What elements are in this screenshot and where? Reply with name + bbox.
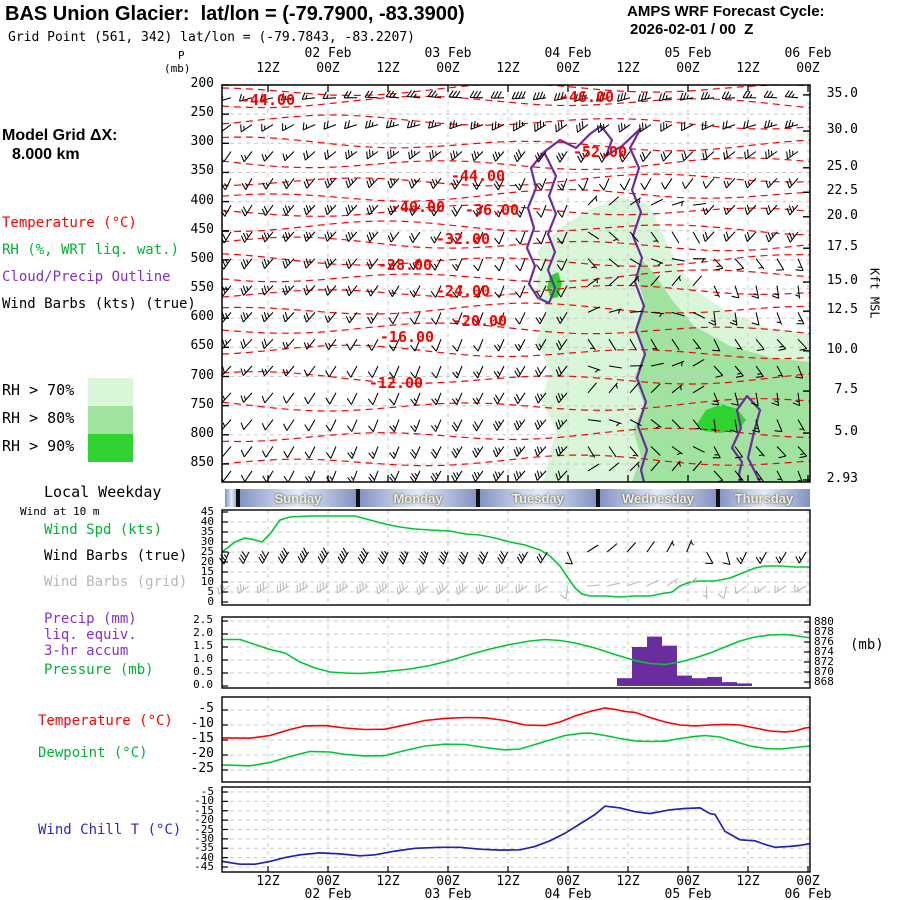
- top-date-label: 06 Feb: [784, 46, 832, 61]
- pressure-axis-tick: 550: [190, 280, 214, 296]
- pressure-label: Pressure (mb): [44, 662, 154, 678]
- temperature-contour-label: -52.00: [572, 143, 628, 161]
- temperature-contour-label: -12.00: [368, 374, 424, 392]
- bottom-time-tick: 12Z: [256, 874, 280, 889]
- temperature-contour-label: -36.00: [464, 201, 520, 219]
- precip-axis-tick: 0.0: [193, 678, 213, 691]
- kft-axis-tick: 15.0: [826, 273, 858, 289]
- mb-axis-label: (mb): [850, 637, 884, 653]
- kft-axis-tick: 5.0: [834, 424, 858, 440]
- precip-axis-tick: 0.5: [193, 665, 213, 678]
- top-date-label: 03 Feb: [424, 46, 472, 61]
- precip-label-1: Precip (mm): [44, 611, 137, 627]
- bottom-time-tick: 00Z: [436, 874, 460, 889]
- pressure-axis-tick: 400: [190, 192, 214, 208]
- temperature-contour-label: -44.00: [240, 91, 296, 109]
- forecast-cycle-value: 2026-02-01 / 00 Z: [630, 21, 754, 38]
- kft-axis-tick: 25.0: [826, 158, 858, 174]
- pressure-axis-tick: 250: [190, 105, 214, 121]
- chill-axis-tick: -5: [200, 785, 214, 798]
- legend-wind-barbs: Wind Barbs (kts) (true): [2, 296, 196, 312]
- bottom-time-tick: 12Z: [376, 874, 400, 889]
- cross-section-panel: [219, 84, 811, 483]
- p-axis-unit: (mb): [164, 62, 191, 75]
- top-time-tick: 00Z: [316, 61, 340, 76]
- chill-axis-tick: -20: [194, 813, 214, 827]
- temperature-contour-label: -28.00: [377, 256, 433, 274]
- wind-panel-barbs: [218, 540, 806, 599]
- wind-axis-tick: 10: [200, 575, 214, 588]
- pressure-axis-tick: 750: [190, 396, 214, 412]
- kft-axis-tick: 17.5: [826, 239, 858, 255]
- chill-axis-tick: -40: [194, 850, 214, 864]
- rh-legend-label: RH > 70%: [2, 381, 75, 399]
- top-time-tick: 12Z: [496, 61, 520, 76]
- kft-axis-tick: 22.5: [826, 183, 858, 199]
- bottom-time-tick: 00Z: [676, 874, 700, 889]
- wind-axis-tick: 15: [200, 565, 214, 578]
- temperature-contour-label: -24.00: [435, 282, 491, 300]
- bottom-date-label: 06 Feb: [784, 887, 832, 900]
- day-label: Sunday: [274, 490, 322, 506]
- precip-axis-tick: 2.5: [193, 613, 213, 626]
- pressure-axis-tick: 850: [190, 454, 214, 470]
- wind-barbs-grid-label: Wind Barbs (grid): [44, 574, 188, 590]
- chill-axis-tick: -45: [194, 860, 214, 873]
- day-cell: [718, 489, 810, 507]
- day-cell: [238, 489, 358, 507]
- mb-axis-tick: 880: [814, 615, 834, 628]
- model-grid-value: 8.000 km: [12, 146, 80, 163]
- day-separator: [236, 489, 240, 507]
- local-weekday-label: Local Weekday: [44, 483, 162, 501]
- rh-legend-label: RH > 90%: [2, 437, 75, 455]
- wind-axis-tick: 5: [207, 585, 214, 598]
- rh-legend-swatch: [88, 434, 133, 462]
- pressure-axis-tick: 700: [190, 367, 214, 383]
- temperature-contour-label: -16.00: [379, 328, 435, 346]
- legend-temperature: Temperature (°C): [2, 215, 137, 231]
- mb-axis-tick: 868: [814, 675, 834, 688]
- mb-axis-tick: 876: [814, 635, 834, 648]
- day-label: Monday: [393, 490, 443, 506]
- legend-rh: RH (%, WRT liq. wat.): [2, 242, 180, 258]
- kft-axis-tick: 30.0: [826, 122, 858, 138]
- temp-axis-tick: -10: [190, 716, 214, 731]
- top-date-label: 05 Feb: [664, 46, 712, 61]
- precip-label-2: liq. equiv.: [44, 627, 137, 643]
- bottom-time-tick: 12Z: [736, 874, 760, 889]
- wind-axis-tick: 0: [207, 595, 214, 608]
- day-label: Tuesday: [512, 490, 564, 506]
- bottom-time-tick: 00Z: [556, 874, 580, 889]
- top-time-tick: 12Z: [736, 61, 760, 76]
- day-separator: [716, 489, 720, 507]
- day-separator: [356, 489, 360, 507]
- wind-at-10m-label: Wind at 10 m: [20, 505, 100, 518]
- bottom-date-label: 03 Feb: [424, 887, 472, 900]
- top-date-label: 04 Feb: [544, 46, 592, 61]
- day-cell: [358, 489, 478, 507]
- pressure-axis-tick: 800: [190, 425, 214, 441]
- bottom-time-tick: 00Z: [796, 874, 820, 889]
- mb-axis-tick: 870: [814, 665, 834, 678]
- precip-axis-tick: 1.5: [193, 639, 213, 652]
- bottom-date-label: 04 Feb: [544, 887, 592, 900]
- precip-label-3: 3-hr accum: [44, 643, 129, 659]
- chill-axis-tick: -30: [194, 831, 214, 845]
- top-time-tick: 12Z: [376, 61, 400, 76]
- pressure-axis-tick: 350: [190, 163, 214, 179]
- wind-spd-label: Wind Spd (kts): [44, 522, 163, 538]
- pressure-axis-tick: 650: [190, 338, 214, 354]
- model-grid-label: Model Grid ΔX:: [2, 127, 118, 144]
- wind-axis-tick: 35: [200, 525, 214, 538]
- wind-barbs-true-label: Wind Barbs (true): [44, 548, 188, 564]
- pressure-axis-tick: 500: [190, 250, 214, 266]
- p-axis-label: P: [178, 49, 185, 62]
- rh-legend-swatch: [88, 378, 133, 406]
- wind-axis-tick: 40: [200, 515, 214, 528]
- top-date-label: 02 Feb: [304, 46, 352, 61]
- wind-axis-tick: 45: [200, 505, 214, 518]
- precip-axis-tick: 1.0: [193, 652, 213, 665]
- wind-axis-tick: 25: [200, 545, 214, 558]
- rh-legend-swatch: [88, 406, 133, 434]
- top-time-tick: 12Z: [256, 61, 280, 76]
- day-cell: [598, 489, 718, 507]
- day-separator: [476, 489, 480, 507]
- pressure-axis-tick: 600: [190, 309, 214, 325]
- temp-axis-tick: -20: [190, 746, 214, 761]
- top-time-tick: 00Z: [676, 61, 700, 76]
- kft-axis-tick: 35.0: [826, 85, 858, 101]
- pressure-axis-tick: 200: [190, 76, 214, 91]
- kft-axis-tick: 10.0: [826, 341, 858, 357]
- day-label: Wednesday: [621, 490, 694, 506]
- temperature-contour-label: -32.00: [435, 230, 491, 248]
- temperature-contour-label: -40.00: [390, 198, 446, 216]
- temperature-contour-label: -20.00: [452, 312, 508, 330]
- top-time-tick: 00Z: [556, 61, 580, 76]
- temperature-contour-label: -44.00: [450, 167, 506, 185]
- precip-axis-tick: 2.0: [193, 626, 213, 639]
- pressure-axis-tick: 300: [190, 134, 214, 150]
- pressure-axis-tick: 450: [190, 221, 214, 237]
- chill-axis-tick: -25: [194, 822, 214, 836]
- rh-legend-label: RH > 80%: [2, 409, 75, 427]
- kft-msl-axis-label: Kft MSL: [867, 268, 882, 319]
- temperature-contour-label: -46.00: [559, 88, 615, 106]
- bottom-time-tick: 12Z: [496, 874, 520, 889]
- temp-axis-tick: -25: [190, 761, 214, 776]
- temp-axis-tick: -15: [190, 731, 214, 746]
- day-label: Thursday: [734, 490, 794, 506]
- bottom-time-tick: 00Z: [316, 874, 340, 889]
- top-time-tick: 00Z: [436, 61, 460, 76]
- chill-axis-tick: -35: [194, 841, 214, 855]
- chill-axis-tick: -10: [194, 794, 214, 808]
- kft-axis-tick: 7.5: [834, 382, 858, 398]
- grid-point-subtitle: Grid Point (561, 342) lat/lon = (-79.7843, -83.2207): [8, 30, 415, 45]
- bottom-date-label: 02 Feb: [304, 887, 352, 900]
- top-time-tick: 12Z: [616, 61, 640, 76]
- kft-axis-tick: 12.5: [826, 302, 858, 318]
- top-time-tick: 00Z: [796, 61, 820, 76]
- wind-axis-tick: 20: [200, 555, 214, 568]
- mb-axis-tick: 874: [814, 645, 834, 658]
- mb-axis-tick: 872: [814, 655, 834, 668]
- temperature2-label: Temperature (°C): [38, 713, 173, 729]
- day-separator: [596, 489, 600, 507]
- wind-axis-tick: 30: [200, 535, 214, 548]
- legend-cloud-outline: Cloud/Precip Outline: [2, 269, 171, 285]
- dewpoint-label: Dewpoint (°C): [38, 745, 148, 761]
- temp-axis-tick: -5: [198, 701, 214, 716]
- bottom-time-tick: 12Z: [616, 874, 640, 889]
- kft-axis-tick: 20.0: [826, 207, 858, 223]
- forecast-cycle-label: AMPS WRF Forecast Cycle:: [627, 3, 825, 20]
- mb-axis-tick: 878: [814, 625, 834, 638]
- chill-axis-tick: -15: [194, 803, 214, 817]
- page-title: BAS Union Glacier: lat/lon = (-79.7900, -83.3900): [5, 3, 465, 25]
- kft-axis-tick: 2.93: [826, 471, 858, 486]
- day-cell: [478, 489, 598, 507]
- wind-chill-label: Wind Chill T (°C): [38, 822, 182, 838]
- bottom-date-label: 05 Feb: [664, 887, 712, 900]
